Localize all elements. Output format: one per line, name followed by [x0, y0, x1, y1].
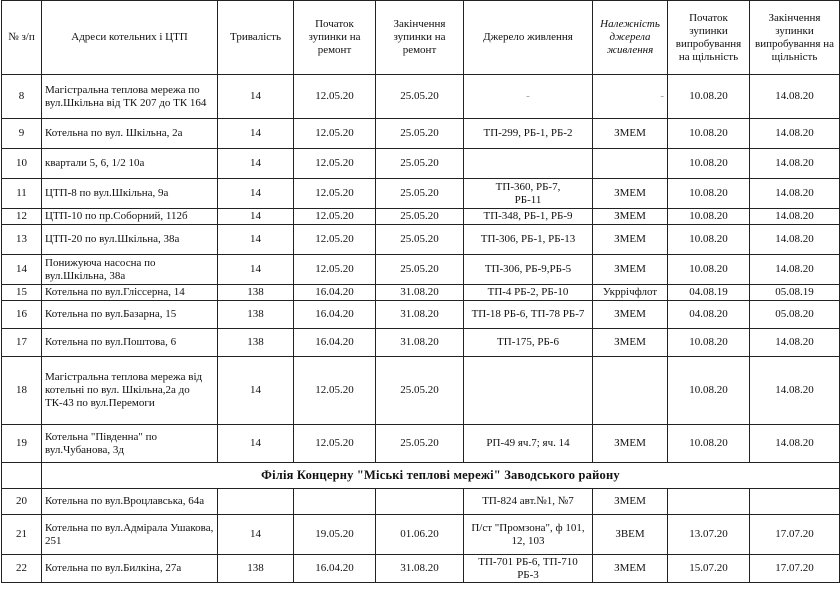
- cell-num: 19: [2, 425, 42, 463]
- cell-owner: ЗМЕМ: [593, 555, 668, 583]
- cell-stop-end: 01.06.20: [376, 515, 464, 555]
- cell-num: 21: [2, 515, 42, 555]
- cell-test-end: 14.08.20: [750, 329, 840, 357]
- cell-duration: 14: [218, 357, 294, 425]
- table-row: [2, 301, 840, 329]
- cell-num: 10: [2, 149, 42, 179]
- header-row: [2, 1, 840, 75]
- cell-stop-start: 12.05.20: [294, 357, 376, 425]
- cell-stop-end: 31.08.20: [376, 329, 464, 357]
- table-row: [2, 149, 840, 179]
- cell-stop-start: 12.05.20: [294, 179, 376, 209]
- cell-duration: 14: [218, 209, 294, 225]
- cell-test-start: 10.08.20: [668, 255, 750, 285]
- cell-stop-start: 12.05.20: [294, 119, 376, 149]
- cell-test-start: 10.08.20: [668, 179, 750, 209]
- cell-source: [464, 149, 593, 179]
- cell-num: 14: [2, 255, 42, 285]
- cell-owner: ЗМЕМ: [593, 179, 668, 209]
- cell-owner: ЗМЕМ: [593, 489, 668, 515]
- cell-source: ТП-306, РБ-1, РБ-13: [464, 225, 593, 255]
- section-row: [2, 463, 840, 489]
- cell-duration: 14: [218, 119, 294, 149]
- cell-test-start: 04.08.19: [668, 285, 750, 301]
- cell-stop-start: 12.05.20: [294, 75, 376, 119]
- cell-owner: [593, 149, 668, 179]
- cell-source: РП-49 яч.7; яч. 14: [464, 425, 593, 463]
- cell-duration: [218, 489, 294, 515]
- header-address: Адреси котельних і ЦТП: [42, 1, 218, 75]
- cell-stop-start: 12.05.20: [294, 149, 376, 179]
- cell-stop-start: 12.05.20: [294, 209, 376, 225]
- cell-num: 18: [2, 357, 42, 425]
- cell-stop-end: [376, 489, 464, 515]
- table-row: [2, 209, 840, 225]
- cell-stop-end: 25.05.20: [376, 149, 464, 179]
- cell-address: Котельна по вул.Поштова, 6: [42, 329, 218, 357]
- cell-test-end: 14.08.20: [750, 209, 840, 225]
- cell-source: -: [464, 75, 593, 119]
- cell-duration: 14: [218, 179, 294, 209]
- cell-address: Магістральна теплова мережа від котельні по вул. Шкільна,2а до ТК-43 по вул.Перемоги: [42, 357, 218, 425]
- cell-duration: 14: [218, 515, 294, 555]
- cell-owner: ЗМЕМ: [593, 225, 668, 255]
- cell-test-end: 14.08.20: [750, 119, 840, 149]
- cell-test-start: 10.08.20: [668, 209, 750, 225]
- table-row: [2, 179, 840, 209]
- cell-test-start: 10.08.20: [668, 425, 750, 463]
- cell-address: ЦТП-10 по пр.Соборний, 112б: [42, 209, 218, 225]
- cell-stop-start: 19.05.20: [294, 515, 376, 555]
- cell-owner: ЗМЕМ: [593, 301, 668, 329]
- table-row: [2, 357, 840, 425]
- cell-duration: 14: [218, 75, 294, 119]
- cell-test-end: 05.08.19: [750, 285, 840, 301]
- cell-test-end: 05.08.20: [750, 301, 840, 329]
- cell-source: ТП-18 РБ-6, ТП-78 РБ-7: [464, 301, 593, 329]
- cell-source: [464, 357, 593, 425]
- cell-owner: ЗМЕМ: [593, 329, 668, 357]
- cell-stop-end: 25.05.20: [376, 75, 464, 119]
- cell-test-start: 15.07.20: [668, 555, 750, 583]
- cell-duration: 138: [218, 329, 294, 357]
- cell-address: Котельна по вул.Билкіна, 27а: [42, 555, 218, 583]
- table-row: [2, 285, 840, 301]
- cell-address: Котельна по вул.Гліссерна, 14: [42, 285, 218, 301]
- cell-source: ТП-360, РБ-7, РБ-11: [464, 179, 593, 209]
- section-title: Філія Концерну "Міські теплові мережі" Заводського району: [42, 463, 840, 489]
- cell-stop-end: 25.05.20: [376, 357, 464, 425]
- cell-stop-start: 12.05.20: [294, 425, 376, 463]
- cell-owner: -: [593, 75, 668, 119]
- cell-test-end: 14.08.20: [750, 75, 840, 119]
- cell-test-end: 14.08.20: [750, 179, 840, 209]
- cell-stop-start: [294, 489, 376, 515]
- cell-test-start: 10.08.20: [668, 329, 750, 357]
- cell-test-end: 14.08.20: [750, 225, 840, 255]
- cell-address: Котельна по вул.Вроцлавська, 64а: [42, 489, 218, 515]
- cell-stop-end: 25.05.20: [376, 255, 464, 285]
- cell-num: 15: [2, 285, 42, 301]
- header-stop-end: Закінчення зупинки на ремонт: [376, 1, 464, 75]
- header-stop-start: Початок зупинки на ремонт: [294, 1, 376, 75]
- cell-duration: 14: [218, 255, 294, 285]
- cell-stop-end: 25.05.20: [376, 425, 464, 463]
- header-source: Джерело живлення: [464, 1, 593, 75]
- cell-owner: ЗМЕМ: [593, 255, 668, 285]
- cell-source: ТП-701 РБ-6, ТП-710 РБ-3: [464, 555, 593, 583]
- table-row: [2, 255, 840, 285]
- cell-address: Котельна по вул.Базарна, 15: [42, 301, 218, 329]
- cell-num: 22: [2, 555, 42, 583]
- cell-duration: 14: [218, 149, 294, 179]
- cell-test-start: 10.08.20: [668, 119, 750, 149]
- header-owner: Належність джерела живлення: [593, 1, 668, 75]
- cell-stop-end: 25.05.20: [376, 225, 464, 255]
- cell-stop-end: 25.05.20: [376, 179, 464, 209]
- cell-test-start: [668, 489, 750, 515]
- cell-num: 8: [2, 75, 42, 119]
- table-row: [2, 555, 840, 583]
- table-row: [2, 119, 840, 149]
- cell-stop-start: 16.04.20: [294, 285, 376, 301]
- cell-test-start: 10.08.20: [668, 75, 750, 119]
- cell-stop-start: 12.05.20: [294, 225, 376, 255]
- cell-owner: ЗМЕМ: [593, 209, 668, 225]
- cell-owner: Укррічфлот: [593, 285, 668, 301]
- cell-owner: [593, 357, 668, 425]
- cell-source: ТП-175, РБ-6: [464, 329, 593, 357]
- cell-source: ТП-348, РБ-1, РБ-9: [464, 209, 593, 225]
- repair-schedule-table: [1, 0, 840, 583]
- cell-source: ТП-299, РБ-1, РБ-2: [464, 119, 593, 149]
- cell-stop-end: 25.05.20: [376, 119, 464, 149]
- cell-test-end: 14.08.20: [750, 255, 840, 285]
- cell-duration: 138: [218, 285, 294, 301]
- cell-address: ЦТП-8 по вул.Шкільна, 9а: [42, 179, 218, 209]
- cell-source: ТП-824 авт.№1, №7: [464, 489, 593, 515]
- table-row: [2, 75, 840, 119]
- table-row: [2, 329, 840, 357]
- cell-owner: ЗМЕМ: [593, 119, 668, 149]
- cell-owner: ЗМЕМ: [593, 425, 668, 463]
- cell-test-start: 10.08.20: [668, 357, 750, 425]
- cell-source: ТП-306, РБ-9,РБ-5: [464, 255, 593, 285]
- cell-num: 12: [2, 209, 42, 225]
- cell-source: ТП-4 РБ-2, РБ-10: [464, 285, 593, 301]
- cell-stop-start: 16.04.20: [294, 555, 376, 583]
- cell-duration: 14: [218, 225, 294, 255]
- cell-num: 11: [2, 179, 42, 209]
- table-row: [2, 225, 840, 255]
- cell-stop-end: 31.08.20: [376, 555, 464, 583]
- cell-test-end: 14.08.20: [750, 149, 840, 179]
- cell-source: П/ст "Промзона", ф 101, 12, 103: [464, 515, 593, 555]
- cell-duration: 138: [218, 301, 294, 329]
- cell-test-end: 17.07.20: [750, 515, 840, 555]
- cell-num: 16: [2, 301, 42, 329]
- cell-address: Понижуюча насосна по вул.Шкільна, 38а: [42, 255, 218, 285]
- cell-test-end: 17.07.20: [750, 555, 840, 583]
- cell-stop-end: 25.05.20: [376, 209, 464, 225]
- cell-test-end: [750, 489, 840, 515]
- cell-address: Котельна "Південна" по вул.Чубанова, 3д: [42, 425, 218, 463]
- cell-num: 9: [2, 119, 42, 149]
- cell-duration: 138: [218, 555, 294, 583]
- cell-owner: ЗВЕМ: [593, 515, 668, 555]
- cell-stop-end: 31.08.20: [376, 285, 464, 301]
- header-num: № з/п: [2, 1, 42, 75]
- cell-test-start: 10.08.20: [668, 149, 750, 179]
- cell-num: 17: [2, 329, 42, 357]
- cell-test-start: 10.08.20: [668, 225, 750, 255]
- cell-test-start: 13.07.20: [668, 515, 750, 555]
- header-duration: Тривалість: [218, 1, 294, 75]
- cell-address: Котельна по вул. Шкільна, 2а: [42, 119, 218, 149]
- cell-test-start: 04.08.20: [668, 301, 750, 329]
- cell-duration: 14: [218, 425, 294, 463]
- table-row: [2, 489, 840, 515]
- header-test-start: Початок зупинки випробування на щільність: [668, 1, 750, 75]
- cell-stop-start: 12.05.20: [294, 255, 376, 285]
- cell-num: 13: [2, 225, 42, 255]
- cell-test-end: 14.08.20: [750, 357, 840, 425]
- header-test-end: Закінчення зупинки випробування на щільність: [750, 1, 840, 75]
- cell-address: квартали 5, 6, 1/2 10а: [42, 149, 218, 179]
- table-row: [2, 515, 840, 555]
- cell-stop-end: 31.08.20: [376, 301, 464, 329]
- cell-stop-start: 16.04.20: [294, 301, 376, 329]
- cell-address: Котельна по вул.Адмірала Ушакова, 251: [42, 515, 218, 555]
- table-row: [2, 425, 840, 463]
- cell-address: Магістральна теплова мережа по вул.Шкільна від ТК 207 до ТК 164: [42, 75, 218, 119]
- cell-address: ЦТП-20 по вул.Шкільна, 38а: [42, 225, 218, 255]
- cell-num: 20: [2, 489, 42, 515]
- cell-test-end: 14.08.20: [750, 425, 840, 463]
- cell-stop-start: 16.04.20: [294, 329, 376, 357]
